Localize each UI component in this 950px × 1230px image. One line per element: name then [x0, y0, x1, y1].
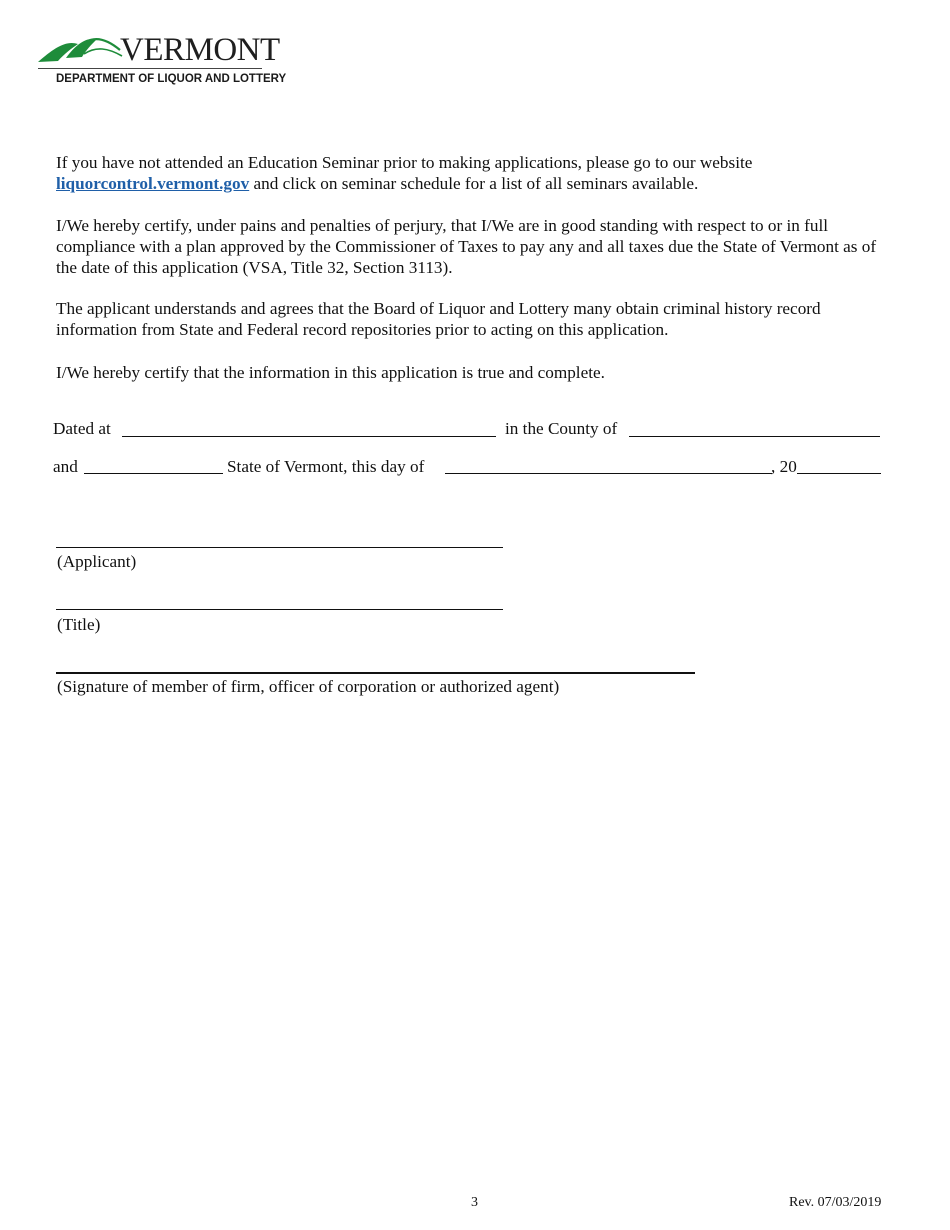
page-number: 3 — [471, 1195, 478, 1210]
and-label: and — [53, 457, 78, 476]
title-label: (Title) — [57, 615, 101, 634]
applicant-line[interactable] — [56, 547, 503, 548]
signature-label: (Signature of member of firm, officer of corporation or authorized agent) — [57, 677, 560, 696]
department-name: DEPARTMENT OF LIQUOR AND LOTTERY — [56, 73, 287, 85]
website-link[interactable]: liquorcontrol.vermont.gov — [56, 174, 250, 193]
day-field[interactable] — [445, 473, 772, 474]
seminar-text: If you have not attended an Education Seminar prior to making applications, please go to our website — [56, 153, 753, 172]
signature-line[interactable] — [56, 672, 695, 674]
certification-paragraph: I/We hereby certify that the information in this application is true and complete. — [56, 363, 605, 382]
revision-date: Rev. 07/03/2019 — [789, 1195, 882, 1210]
seminar-paragraph — [56, 152, 896, 194]
criminal-history-paragraph: The applicant understands and agrees that the Board of Liquor and Lottery many obtain criminal history record information from State and Federal record repositories prior to acting on this application. — [56, 299, 821, 339]
state-day-label: State of Vermont, this day of — [227, 457, 425, 476]
seminar-text-after: and click on seminar schedule for a list of all seminars available. — [249, 174, 699, 193]
logo-wordmark: VERMONT — [120, 32, 280, 68]
year-field[interactable] — [797, 473, 881, 474]
title-line[interactable] — [56, 609, 503, 610]
dated-at-field[interactable] — [122, 436, 496, 437]
town-field[interactable] — [84, 473, 223, 474]
year-prefix: , 20 — [771, 457, 797, 476]
dated-at-label: Dated at — [53, 419, 111, 438]
vermont-logo — [36, 30, 287, 90]
county-field[interactable] — [629, 436, 880, 437]
applicant-label: (Applicant) — [57, 552, 137, 571]
tax-certification-paragraph: I/We hereby certify, under pains and penalties of perjury, that I/We are in good standing with respect to or in full compliance with a plan approved by the Commissioner of Taxes to pay any and all taxes due the State of Vermont as of the date of this application (VSA, Title 32, Section 3113). — [56, 216, 877, 277]
mountain-logo-icon — [36, 30, 126, 66]
logo-divider — [38, 68, 262, 69]
county-label: in the County of — [505, 419, 618, 438]
